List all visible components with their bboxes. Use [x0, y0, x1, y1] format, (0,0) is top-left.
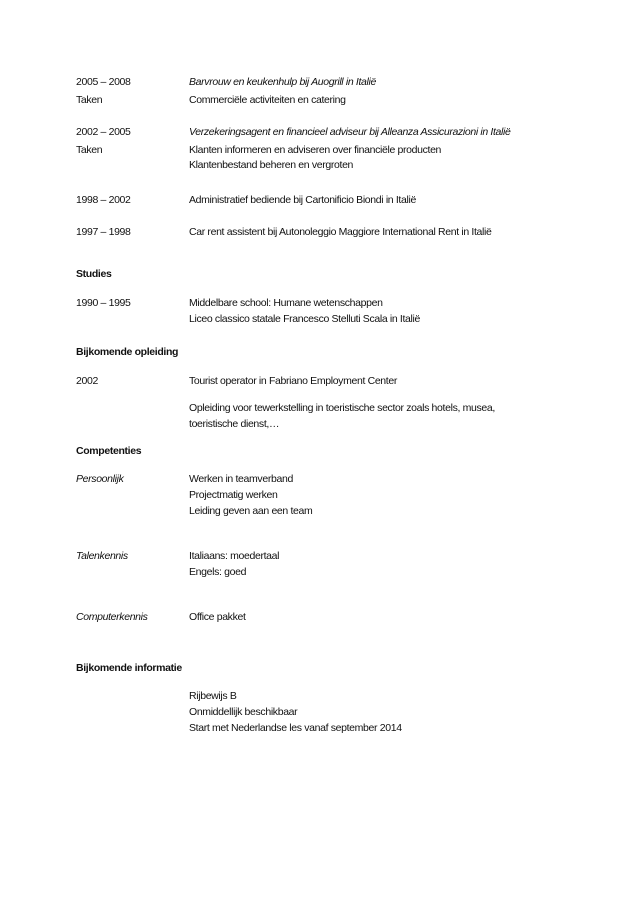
personal-item: Projectmatig werken [189, 489, 278, 501]
language-item: Italiaans: moedertaal [189, 550, 280, 562]
personal-item: Leiding geven aan een team [189, 505, 313, 517]
extra-training-desc: toeristische dienst,… [189, 418, 280, 430]
personal-item: Werken in teamverband [189, 473, 293, 485]
experience-period: 2002 – 2005 [76, 126, 131, 138]
languages-label: Talenkennis [76, 550, 128, 562]
studies-line: Middelbare school: Humane wetenschappen [189, 297, 383, 309]
extra-info-line: Rijbewijs B [189, 690, 237, 702]
tasks-label: Taken [76, 94, 103, 106]
extra-info-line: Start met Nederlandse les vanaf september 2014 [189, 722, 402, 734]
extra-info-line: Onmiddellijk beschikbaar [189, 706, 298, 718]
experience-period: 2005 – 2008 [76, 76, 131, 88]
language-item: Engels: goed [189, 566, 247, 578]
experience-title: Barvrouw en keukenhulp bij Auogrill in Italië [189, 76, 376, 88]
personal-label: Persoonlijk [76, 473, 124, 485]
experience-period: 1998 – 2002 [76, 194, 131, 206]
extra-training-heading: Bijkomende opleiding [76, 346, 179, 358]
extra-training-title: Tourist operator in Fabriano Employment Center [189, 375, 398, 387]
studies-heading: Studies [76, 268, 112, 280]
extra-training-desc: Opleiding voor tewerkstelling in toeristische sector zoals hotels, musea, [189, 402, 495, 414]
extra-training-year: 2002 [76, 375, 98, 387]
experience-period: 1997 – 1998 [76, 226, 131, 238]
experience-title: Verzekeringsagent en financieel adviseur bij Alleanza Assicurazioni in Italië [189, 126, 511, 138]
task-item: Klantenbestand beheren en vergroten [189, 159, 354, 171]
tasks-label: Taken [76, 144, 103, 156]
extra-info-heading: Bijkomende informatie [76, 662, 182, 674]
studies-period: 1990 – 1995 [76, 297, 131, 309]
computer-label: Computerkennis [76, 611, 148, 623]
experience-title: Administratief bediende bij Cartonificio Biondi in Italië [189, 194, 416, 206]
computer-item: Office pakket [189, 611, 246, 623]
experience-title: Car rent assistent bij Autonoleggio Maggiore International Rent in Italië [189, 226, 492, 238]
competencies-heading: Competenties [76, 445, 142, 457]
studies-line: Liceo classico statale Francesco Stelluti Scala in Italië [189, 313, 421, 325]
task-item: Commerciële activiteiten en catering [189, 94, 346, 106]
task-item: Klanten informeren en adviseren over financiële producten [189, 144, 442, 156]
